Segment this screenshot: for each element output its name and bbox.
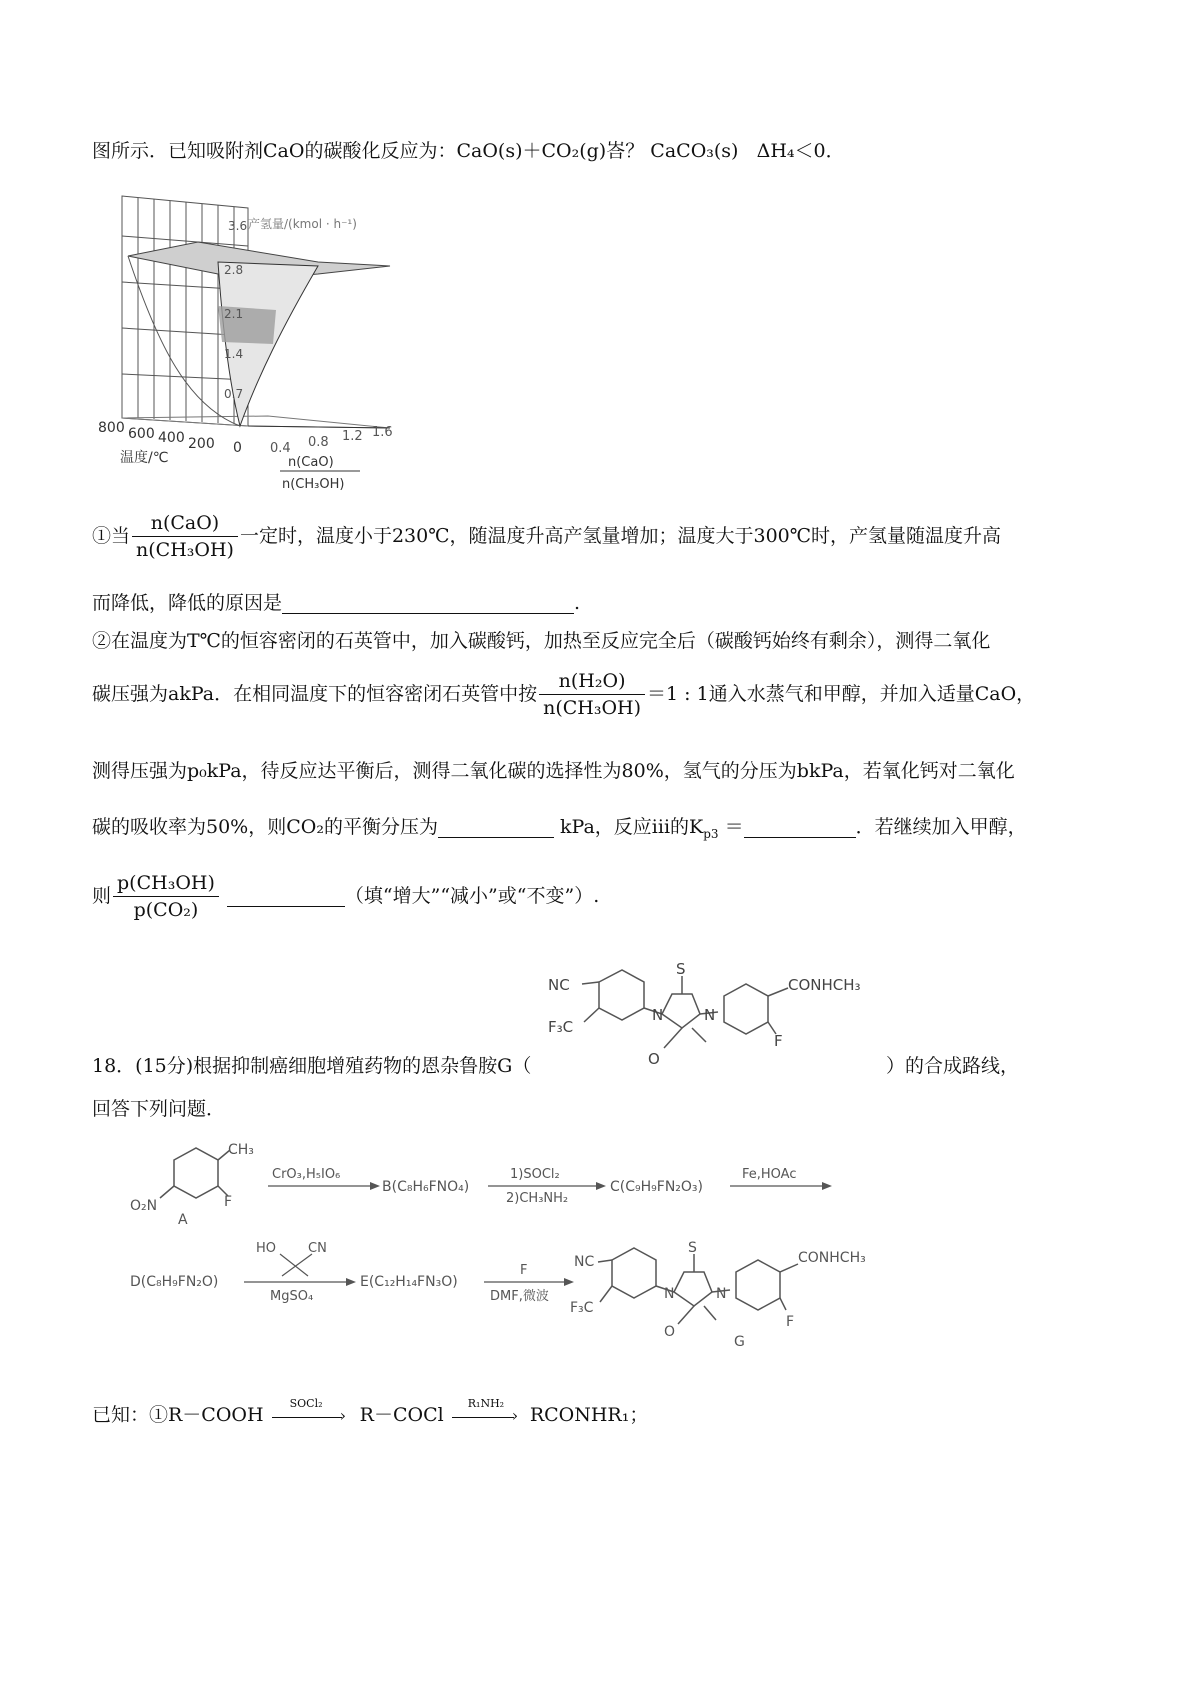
- q1-frac-den: n(CH₃OH): [136, 539, 234, 561]
- q1-text2a: 而降低，降低的原因是: [92, 592, 283, 614]
- q2-line4b: kPa，反应iii的K: [560, 816, 704, 838]
- d-compound: D(C₈H₉FN₂O): [130, 1274, 219, 1290]
- q2-frac5-den: p(CO₂): [133, 899, 199, 921]
- z-tick: 3.6: [228, 219, 248, 233]
- b-compound: B(C₈H₆FNO₄): [382, 1179, 470, 1195]
- r4-cn: CN: [308, 1241, 327, 1256]
- q2-frac-den: n(CH₃OH): [543, 697, 642, 719]
- z-tick: 2.8: [224, 263, 244, 277]
- g-conhch3: CONHCH₃: [798, 1250, 866, 1266]
- q1-frac-num: n(CaO): [132, 514, 238, 537]
- q2-fraction-5: [113, 874, 219, 920]
- known-arrow-2-head: ›: [511, 1406, 519, 1425]
- known-arrow-1-line: [272, 1417, 342, 1418]
- g-o: O: [664, 1324, 676, 1340]
- q2-line2a: 碳压强为akPa．在相同温度下的恒容密闭石英管中按: [92, 683, 538, 705]
- struct-n2: N: [704, 1006, 716, 1024]
- z-tick: 0.7: [224, 387, 244, 401]
- r2-top: 1)SOCl₂: [510, 1167, 560, 1182]
- q18-line2: 回答下列问题．: [92, 1098, 226, 1120]
- a-label: A: [178, 1212, 188, 1228]
- g-n2: N: [716, 1286, 727, 1302]
- q2-line5b: （填“增大”“减小”或“不变”）.: [344, 885, 600, 907]
- a-ch3: CH₃: [228, 1142, 254, 1158]
- known-arrow-1: [270, 1397, 354, 1426]
- intro-mid: 的碳酸化反应为：: [304, 140, 457, 162]
- a-o2n: O₂N: [130, 1198, 158, 1214]
- synthesis-scheme: [122, 1140, 902, 1360]
- q2-line5: [92, 874, 599, 920]
- temp-tick: 600: [128, 426, 155, 442]
- known-arrow-2: [450, 1397, 524, 1426]
- struct-s: S: [676, 962, 686, 978]
- r2-bot: 2)CH₃NH₂: [506, 1191, 569, 1206]
- q2-line5a: 则: [92, 885, 112, 907]
- g-n1: N: [664, 1286, 675, 1302]
- q18-line1-a: 18．(15分)根据抑制癌细胞增殖药物的恩杂鲁胺G（: [92, 1055, 532, 1077]
- struct-o: O: [648, 1050, 660, 1068]
- known-product: RCONHR₁；: [529, 1404, 649, 1426]
- known-line: [92, 1397, 649, 1426]
- temp-axis-label: 温度/℃: [120, 450, 169, 466]
- q2-frac5-num: p(CH₃OH): [113, 874, 219, 897]
- r5-top: F: [520, 1263, 528, 1278]
- r1-top: CrO₃,H₅IO₆: [272, 1167, 341, 1182]
- a-f: F: [224, 1194, 233, 1210]
- g-nc: NC: [574, 1254, 595, 1270]
- r5-bot: DMF,微波: [490, 1289, 549, 1304]
- q1-marker: ①当: [92, 525, 131, 547]
- q2-kp-sub: p3: [703, 826, 719, 841]
- q2-fraction: [539, 672, 645, 718]
- q1-fraction: [132, 514, 238, 560]
- q1-text1: 一定时，温度小于230℃，随温度升高产氢量增加；温度大于300℃时，产氢量随温度升高: [239, 525, 1001, 547]
- q18-line1-b: ）的合成路线，: [886, 1055, 1020, 1077]
- q2-line1: ②在温度为T℃的恒容密闭的石英管中，加入碳酸钙，加热至反应完全后（碳酸钙始终有剩余），测得二氧化: [92, 630, 991, 652]
- temp-tick: 0: [233, 440, 242, 456]
- known-mid: R－COCl: [359, 1404, 444, 1426]
- intro-lead: 图所示．已知吸附剂: [92, 140, 264, 162]
- intro-cao: CaO: [263, 140, 305, 162]
- q2-frac-num: n(H₂O): [539, 672, 645, 695]
- struct-n1: N: [652, 1006, 664, 1024]
- struct-nc: NC: [548, 976, 570, 994]
- ratio-tick: 0.8: [308, 435, 329, 450]
- known-arrow-2-line: [452, 1417, 514, 1418]
- q2-line2: [92, 672, 1035, 718]
- intro-line: [92, 142, 845, 161]
- g-s: S: [688, 1240, 697, 1256]
- temp-tick: 200: [188, 436, 215, 452]
- q2-line4c: ＝: [724, 816, 744, 838]
- struct-f: F: [774, 1032, 783, 1050]
- r3-top: Fe,HOAc: [742, 1167, 797, 1182]
- g-f3c: F₃C: [570, 1300, 594, 1316]
- known-prefix: 已知：①R－COOH: [92, 1404, 264, 1426]
- r4-bot: MgSO₄: [270, 1289, 314, 1304]
- q1-line2: [92, 594, 580, 614]
- intro-dh: ΔH₄＜0．: [756, 140, 845, 162]
- ratio-axis-num: n(CaO): [288, 455, 334, 470]
- q2-line4: [92, 818, 1027, 840]
- intro-reaction: CaO(s)＋CO₂(g): [456, 140, 607, 162]
- ratio-tick: 0.4: [270, 441, 291, 456]
- temp-tick: 400: [158, 430, 185, 446]
- intro-garbled: 峇？: [606, 140, 645, 162]
- answer-blank-4[interactable]: [227, 887, 345, 907]
- enzalutamide-structure: [544, 962, 894, 1072]
- z-tick: 1.4: [224, 347, 244, 361]
- q2-line4a: 碳的吸收率为50%，则CO₂的平衡分压为: [92, 816, 438, 838]
- answer-blank-1[interactable]: [282, 594, 574, 614]
- known-arrow-1-head: ›: [339, 1406, 347, 1425]
- r4-ho: HO: [256, 1241, 277, 1256]
- ratio-axis-den: n(CH₃OH): [282, 477, 345, 492]
- q2-line3: 测得压强为p₀kPa，待反应达平衡后，测得二氧化碳的选择性为80%，氢气的分压为bkPa，若氧化钙对二氧化: [92, 760, 1015, 782]
- q1-line1: [92, 514, 1001, 560]
- ratio-tick: 1.2: [342, 429, 363, 444]
- intro-product: CaCO₃(s): [650, 140, 739, 162]
- struct-conhch3: CONHCH₃: [788, 976, 861, 994]
- e-compound: E(C₁₂H₁₄FN₃O): [360, 1274, 458, 1290]
- g-f: F: [786, 1314, 795, 1330]
- z-axis-label: 产氢量/(kmol · h⁻¹): [248, 217, 357, 231]
- ratio-tick: 1.6: [372, 425, 393, 440]
- g-label: G: [734, 1334, 745, 1350]
- hydrogen-yield-3d-chart: [98, 186, 398, 496]
- answer-blank-2[interactable]: [438, 818, 554, 838]
- struct-f3c: F₃C: [548, 1018, 574, 1036]
- z-tick: 2.1: [224, 307, 244, 321]
- q2-line4d: ．若继续加入甲醇，: [855, 816, 1027, 838]
- answer-blank-3[interactable]: [744, 818, 856, 838]
- known-arrow-1-label: SOCl₂: [289, 1397, 323, 1410]
- known-arrow-2-label: R₁NH₂: [467, 1397, 505, 1410]
- c-compound: C(C₉H₉FN₂O₃): [610, 1179, 703, 1195]
- temp-tick: 800: [98, 420, 125, 436]
- q2-line2b: ＝1 : 1通入水蒸气和甲醇，并加入适量CaO，: [647, 683, 1036, 705]
- q1-text2b: .: [574, 592, 581, 614]
